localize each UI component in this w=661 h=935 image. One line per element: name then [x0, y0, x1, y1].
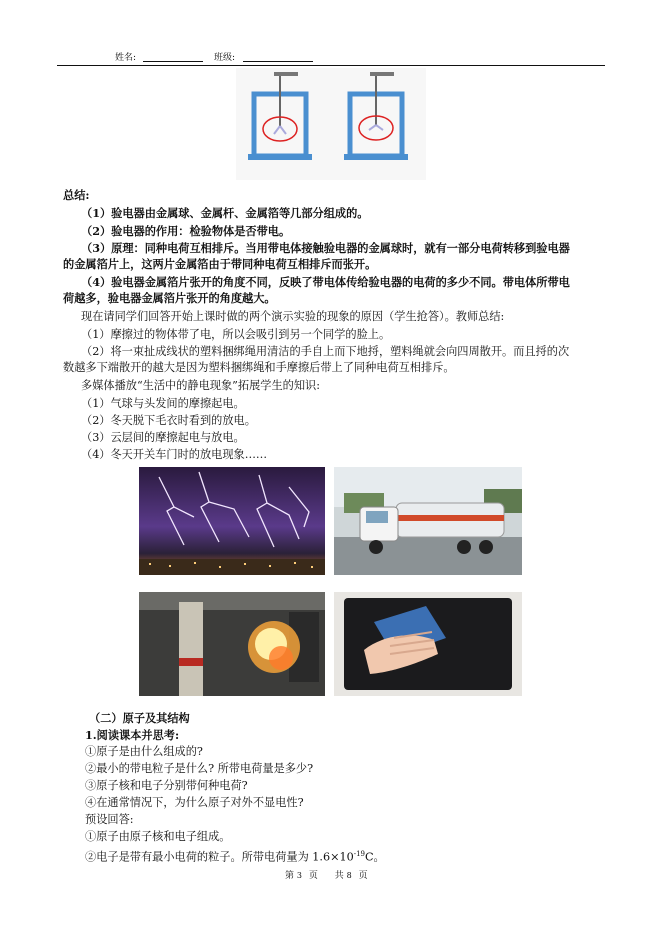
tanker-truck-photo: [334, 467, 522, 575]
atom-subtitle: 1.阅读课本并思考:: [85, 728, 180, 742]
footer-page-unit: 页: [308, 871, 318, 881]
recall-item: （2）将一束扯成线状的塑料捆绑绳用清洁的手自上而下地捋，塑料绳就会向四周散开。而且捋的次: [81, 345, 570, 358]
electroscope-photos: [236, 68, 426, 180]
multimedia-item: （4）冬天开关车门时的放电现象……: [81, 448, 268, 461]
page-footer: [285, 868, 368, 881]
gas-station-fire-photo: [139, 592, 325, 696]
multimedia-item: （1）气球与头发间的摩擦起电。: [81, 397, 245, 410]
charge-exponent: -19: [353, 850, 365, 858]
summary-item: （2）验电器的作用：检验物体是否带电。: [81, 224, 291, 238]
atom-question: ①原子是由什么组成的?: [85, 745, 203, 758]
class-label: 班级:: [214, 53, 236, 63]
multimedia-item: （2）冬天脱下毛衣时看到的放电。: [81, 414, 256, 427]
footer-page-number: 3: [296, 871, 302, 880]
multimedia-intro: 多媒体播放“生活中的静电现象”拓展学生的知识:: [81, 379, 320, 392]
atom-question: ④在通常情况下，为什么原子对外不显电性?: [85, 796, 304, 809]
answer-label: 预设回答:: [85, 813, 134, 826]
atom-question: ③原子核和电子分别带何种电荷?: [85, 779, 248, 792]
page-header: [0, 44, 661, 66]
screen-wiping-photo: [334, 592, 522, 696]
footer-page-prefix: 第: [285, 871, 295, 881]
summary-item: （1）验电器由金属球、金属杆、金属箔等几部分组成的。: [81, 206, 369, 220]
recall-intro: 现在请同学们回答开始上课时做的两个演示实验的现象的原因（学生抢答）。教师总结:: [81, 310, 505, 323]
recall-item: 数越多下端散开的越大是因为塑料捆绑绳和手摩擦后带上了同种电荷互相排斥。: [63, 361, 455, 374]
charge-unit: C。: [365, 850, 385, 864]
lightning-photo: [139, 467, 325, 575]
recall-item: （1）摩擦过的物体带了电，所以会吸引到另一个同学的脸上。: [81, 328, 391, 341]
multimedia-item: （3）云层间的摩擦起电与放电。: [81, 431, 245, 444]
atom-question: ②最小的带电粒子是什么? 所带电荷量是多少?: [85, 762, 314, 775]
footer-total-number: 8: [346, 871, 352, 880]
name-label: 姓名:: [115, 53, 137, 63]
atom-answer-charge: [85, 847, 385, 865]
atom-section-title: （二）原子及其结构: [89, 711, 190, 725]
electroscope-illustration: [236, 68, 426, 180]
footer-total-prefix: 共: [334, 871, 344, 881]
atom-answer: ①原子由原子核和电子组成。: [85, 830, 231, 843]
name-blank: [143, 61, 203, 62]
summary-item: （3）原理：同种电荷互相排斥。当用带电体接触验电器的金属球时，就有一部分电荷转移到验电器: [81, 241, 570, 255]
charge-text: ②电子是带有最小电荷的粒子。所带电荷量为 1.6×10: [85, 850, 354, 864]
header-rule: [57, 65, 605, 66]
class-blank: [243, 61, 313, 62]
summary-item: （4）验电器金属箔片张开的角度不同，反映了带电体传给验电器的电荷的多少不同。带电体所带电: [81, 275, 570, 289]
summary-item: 荷越多，验电器金属箔片张开的角度越大。: [63, 291, 276, 305]
summary-title: 总结:: [63, 188, 90, 202]
summary-item: 的金属箔片上，这两片金属箔由于带同种电荷互相排斥而张开。: [63, 257, 377, 271]
footer-total-unit: 页: [358, 871, 368, 881]
